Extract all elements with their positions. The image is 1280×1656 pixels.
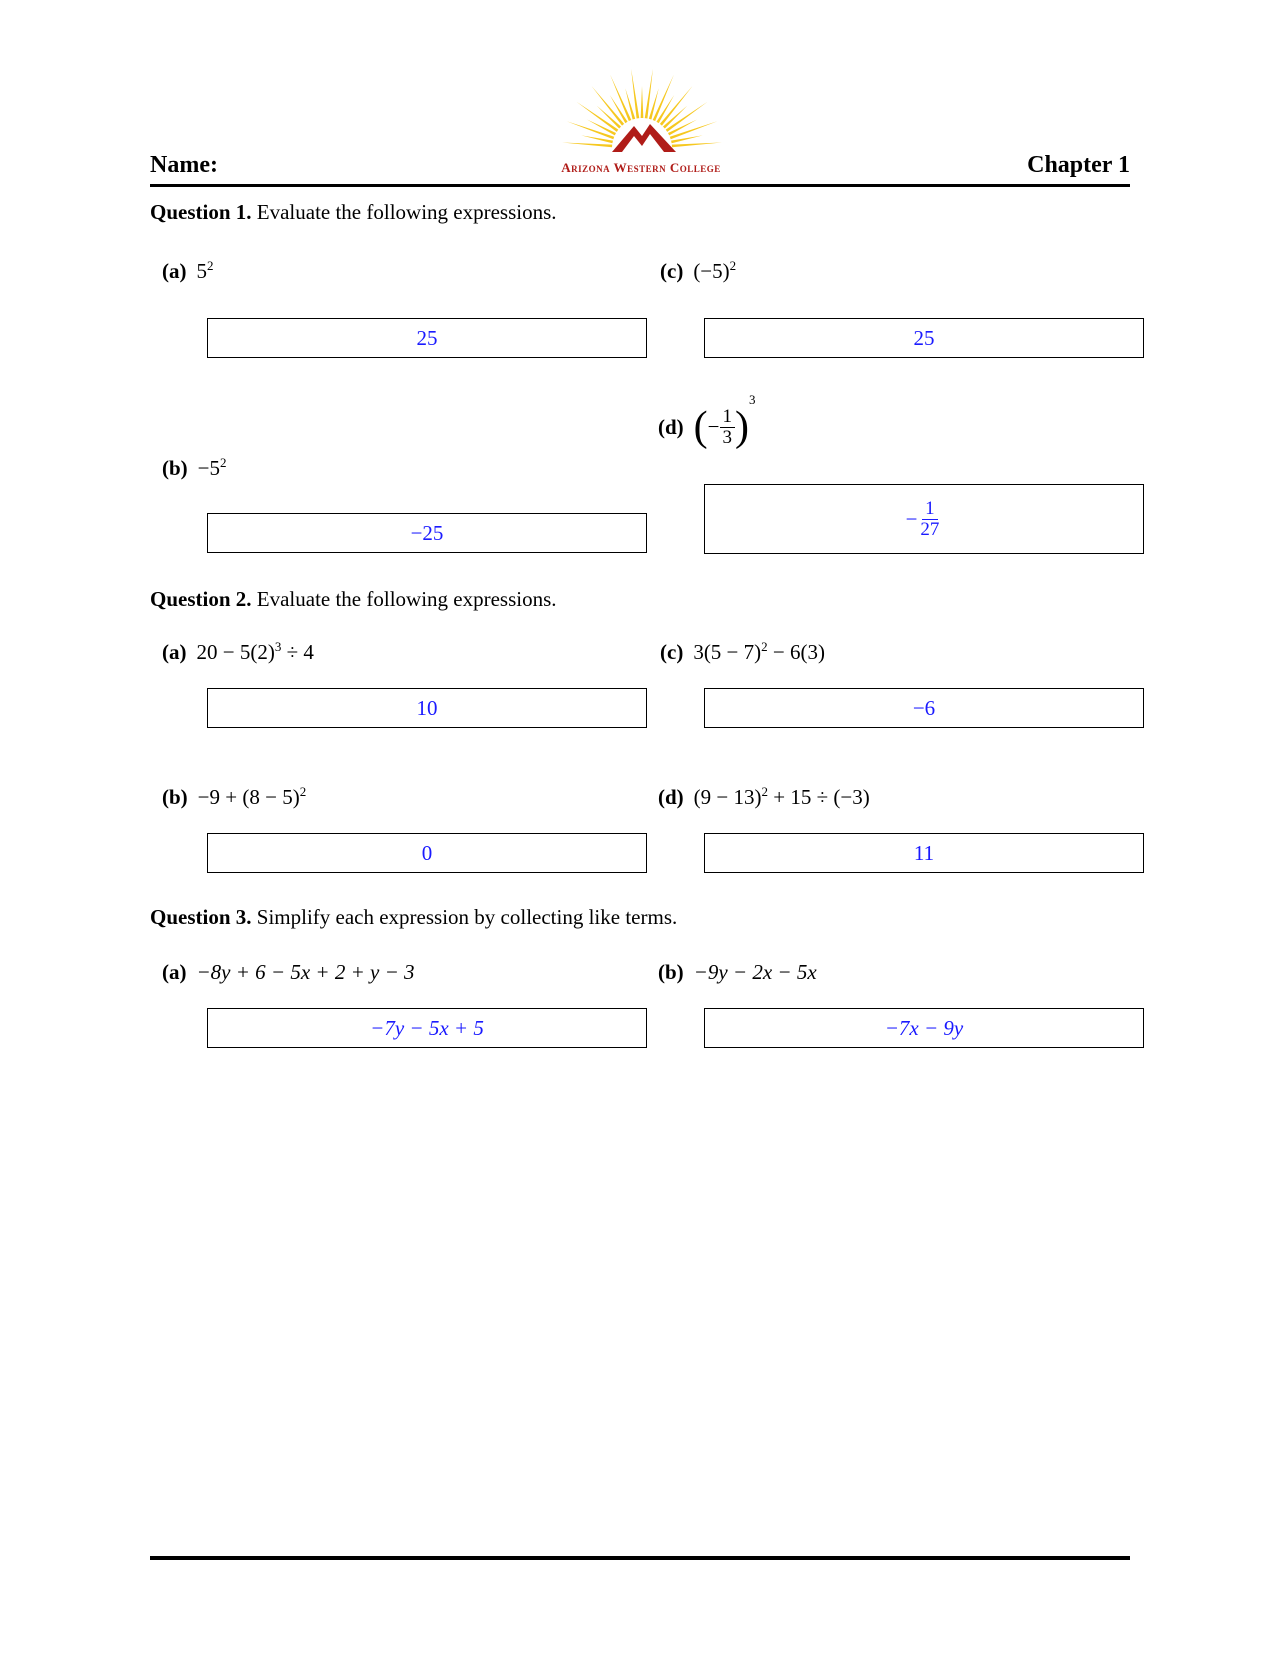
q2b-answer-box: [207, 833, 647, 873]
question-3-title: Question 3.: [150, 905, 252, 929]
question-1-prompt: Evaluate the following expressions.: [256, 200, 557, 224]
question-1-heading: [150, 200, 557, 225]
question-1-title: Question 1.: [150, 200, 252, 224]
q1b-answer: −25: [410, 520, 444, 545]
footer-rule: [150, 1556, 1130, 1560]
sun-ray: [592, 86, 625, 126]
name-label: Name:: [150, 152, 218, 178]
sun-ray: [672, 143, 722, 148]
q1a-answer-box: [207, 318, 647, 358]
chapter-label: Chapter 1: [1027, 152, 1130, 178]
q2d-answer: 11: [913, 840, 935, 865]
q2c-expression: (c) $3(5 - 7)^2 - 6(3)$: [660, 639, 825, 664]
question-2-prompt: Evaluate the following expressions.: [256, 587, 557, 611]
q1b-answer-box: [207, 513, 647, 553]
question-2-heading: [150, 587, 557, 612]
header-rule: [150, 184, 1130, 187]
q3a-expression: (a) −8y + 6 − 5x + 2 + y − 3: [162, 960, 415, 984]
q3a-answer-box: [207, 1008, 647, 1048]
sun-rays: [562, 69, 722, 148]
mountain-logo: [612, 124, 676, 152]
q2a-expression: (a) $20 - 5(2)^3 \div 4$: [162, 639, 314, 664]
question-3-heading: [150, 905, 677, 930]
q1d-answer: − $\frac{1}{27}$: [905, 497, 940, 540]
q1a-expression: (a) $5^2$: [162, 258, 214, 283]
q2d-answer-box: [704, 833, 1144, 873]
question-2-title: Question 2.: [150, 587, 252, 611]
q3b-answer: −7x − 9y: [884, 1015, 964, 1040]
q1c-answer-box: [704, 318, 1144, 358]
q2c-answer: −6: [912, 695, 936, 720]
q3a-answer: −7y − 5x + 5: [370, 1015, 484, 1040]
q1d-answer-box: [704, 484, 1144, 554]
sun-ray: [641, 86, 644, 118]
q3b-answer-box: [704, 1008, 1144, 1048]
q1a-answer: 25: [416, 325, 438, 350]
q2d-expression: (d) $(9 - 13)^2 + 15 \div (-3)$: [658, 784, 870, 809]
q1d-expression: (d) (− $\frac{1}{3}$ )$^3$: [658, 392, 756, 451]
question-3-prompt: Simplify each expression by collecting like terms.: [256, 905, 678, 929]
sun-ray: [562, 143, 612, 148]
q2b-expression: $(b) -9 + (8 - 5)^2$: [162, 784, 307, 809]
q3b-expression: (b) −9y − 2x − 5x: [658, 960, 817, 984]
q2c-answer-box: [704, 688, 1144, 728]
q2a-answer-box: [207, 688, 647, 728]
q1c-answer: 25: [913, 325, 935, 350]
q2b-answer: 0: [421, 840, 433, 865]
q2a-answer: 10: [416, 695, 438, 720]
sun-ray: [660, 86, 693, 126]
q1c-expression: (c) $(-5)^2$: [660, 258, 737, 283]
q1b-expression: $(b) -5^2$: [162, 455, 227, 480]
college-name: Arizona Western College: [561, 160, 721, 175]
